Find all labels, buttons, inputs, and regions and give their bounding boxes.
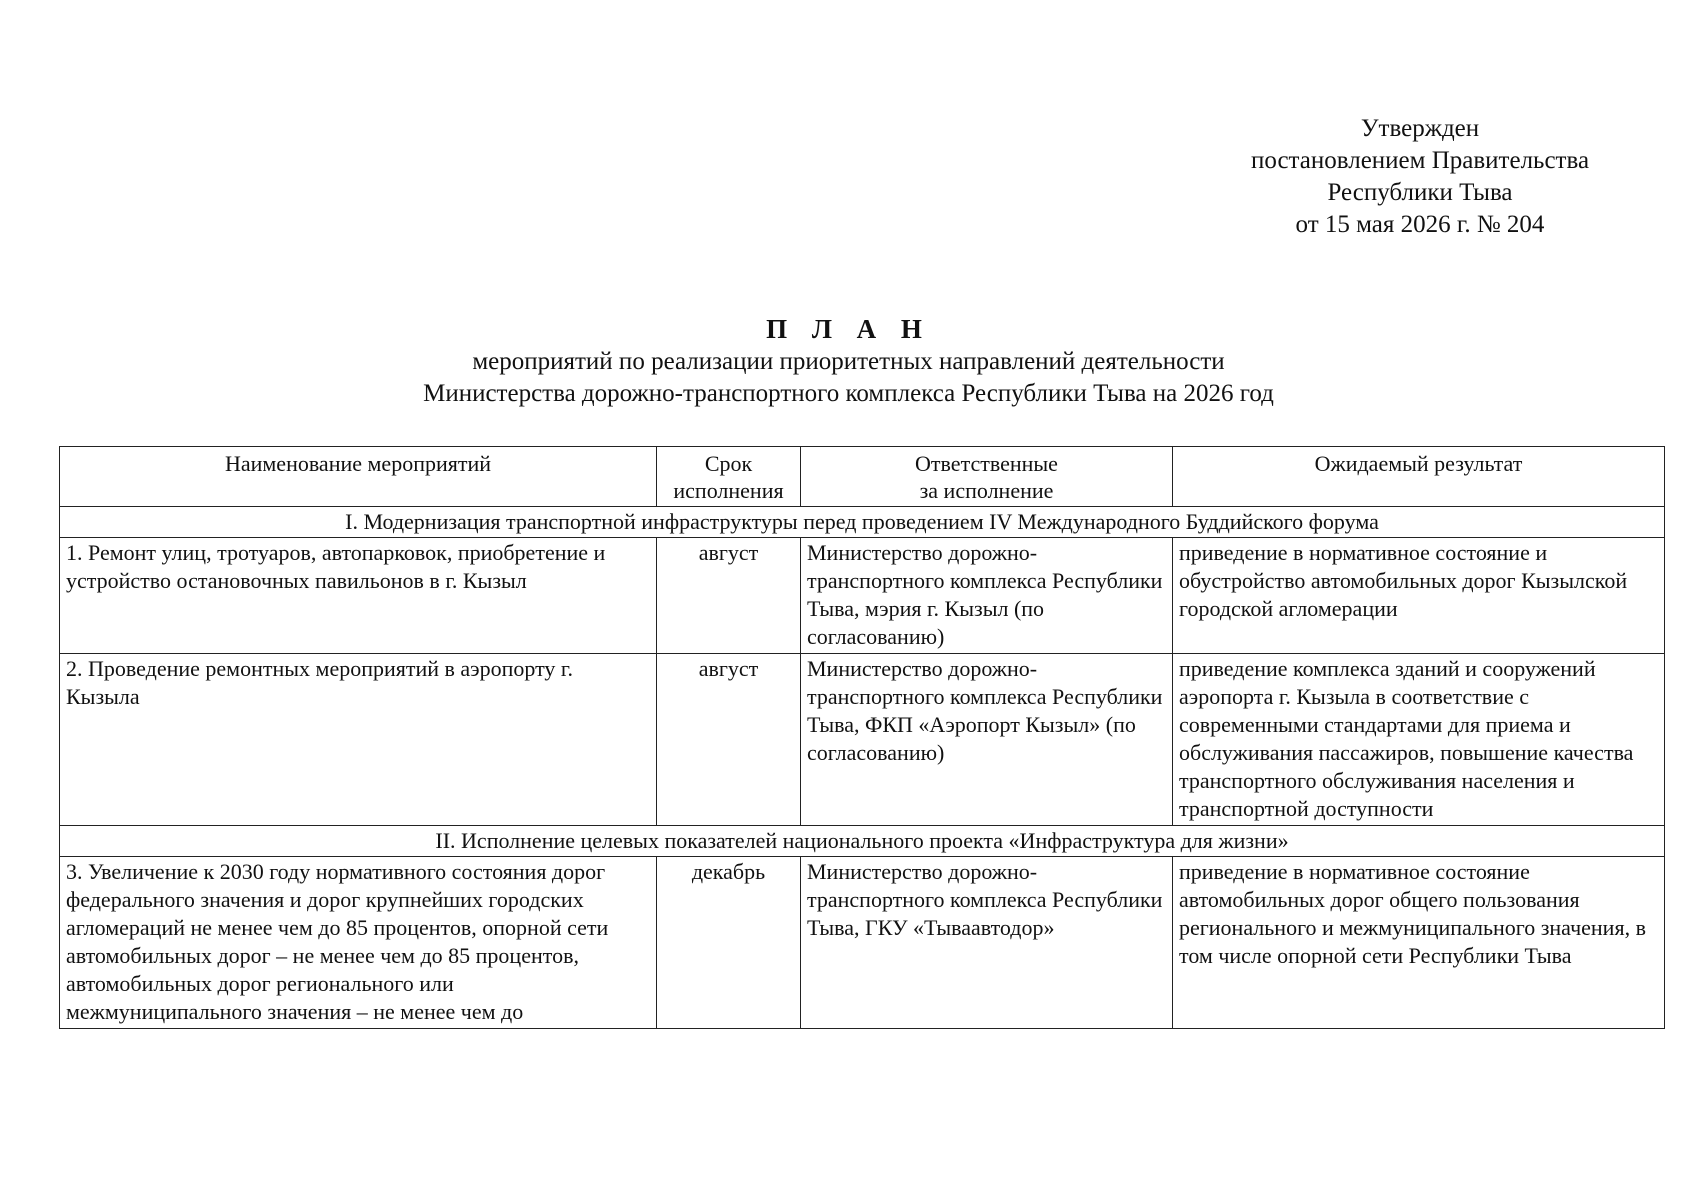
section-row-1 (60, 507, 1665, 538)
cell-term: август (657, 538, 801, 654)
cell-responsible: Министерство дорожно-транспортного комплекса Республики Тыва, мэрия г. Кызыл (по согласованию) (801, 538, 1173, 654)
document-title-block (0, 312, 1697, 410)
section-title: I. Модернизация транспортной инфраструктуры перед проведением IV Международного Буддийского форума (60, 507, 1665, 538)
cell-result: приведение в нормативное состояние автомобильных дорог общего пользования регионального и межмуниципального значения, в том числе опорной сети Республики Тыва (1173, 857, 1665, 1029)
table-header-row (60, 447, 1665, 507)
cell-result: приведение в нормативное состояние и обустройство автомобильных дорог Кызылской городской агломерации (1173, 538, 1665, 654)
cell-term: декабрь (657, 857, 801, 1029)
cell-result: приведение комплекса зданий и сооружений аэропорта г. Кызыла в соответствие с современными стандартами для приема и обслуживания пассажиров, повышение качества транспортного обслуживания населения и транспортной доступности (1173, 654, 1665, 826)
approval-line-republic: Республики Тыва (1327, 179, 1513, 206)
table-row (60, 538, 1665, 654)
approval-line-resolution: постановлением Правительства (1250, 147, 1590, 174)
cell-name: 3. Увеличение к 2030 году нормативного состояния дорог федерального значения и дорог крупнейших городских агломераций не менее чем до 85 процентов, опорной сети автомобильных дорог – не менее чем до 85 процентов, автомобильных дорог регионального или межмуниципального значения – не менее чем до (60, 857, 657, 1029)
cell-responsible: Министерство дорожно-транспортного комплекса Республики Тыва, ГКУ «Тываавтодор» (801, 857, 1173, 1029)
header-result: Ожидаемый результат (1173, 447, 1665, 507)
cell-responsible: Министерство дорожно-транспортного комплекса Республики Тыва, ФКП «Аэропорт Кызыл» (по согласованию) (801, 654, 1173, 826)
cell-term: август (657, 654, 801, 826)
document-subtitle-line2: Министерства дорожно-транспортного комплекса Республики Тыва на 2026 год (423, 380, 1274, 407)
plan-table (59, 446, 1665, 1029)
approval-line-approved: Утвержден (1360, 115, 1480, 142)
approval-stamp (1150, 113, 1690, 241)
table-row (60, 654, 1665, 826)
header-name: Наименование мероприятий (60, 447, 657, 507)
section-title: II. Исполнение целевых показателей национального проекта «Инфраструктура для жизни» (60, 826, 1665, 857)
document-subtitle-line1: мероприятий по реализации приоритетных направлений деятельности (472, 348, 1225, 375)
header-term: Срок исполнения (657, 447, 801, 507)
document-title: П Л А Н (766, 314, 931, 344)
cell-name: 2. Проведение ремонтных мероприятий в аэропорту г. Кызыла (60, 654, 657, 826)
section-row-2 (60, 826, 1665, 857)
header-responsible: Ответственные за исполнение (801, 447, 1173, 507)
approval-line-date: от 15 мая 2026 г. № 204 (1295, 211, 1545, 238)
table-row (60, 857, 1665, 1029)
cell-name: 1. Ремонт улиц, тротуаров, автопарковок, приобретение и устройство остановочных павильонов в г. Кызыл (60, 538, 657, 654)
